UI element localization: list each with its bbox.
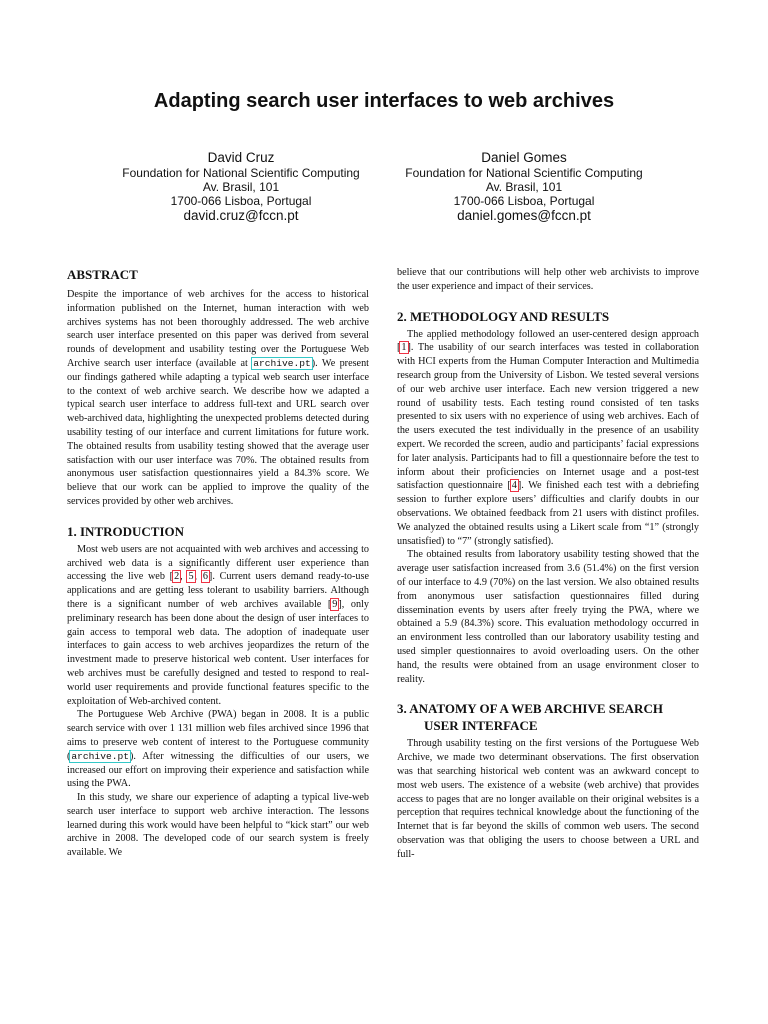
intro-text: Most web users are not acquainted with web archives and accessing to archived web data is a significantly different user experience than accessing the live web — [67, 543, 369, 583]
methodology-paragraph-2: The obtained results from laboratory usability testing showed that the average user satisfaction increased from 3.6 (51.4%) on the first version of our interface to 4.9 (70%) on the last version. We also obtained results from anonymous user satisfaction questionnaires filled during dissemination events by users after freely trying the PWA, where we obtained a 5.9 (84.3%) score. This evaluation methodology occurred in an environment less controlled than our laboratory usability testing and used simpler questionnaires to avoid overloading users. On the other hand, the results were obtained from an usage environment closer to reality. — [397, 549, 699, 685]
citation-link[interactable]: 9 — [332, 598, 338, 610]
archive-link[interactable]: archive.pt — [253, 357, 311, 369]
citation-link[interactable]: 1 — [401, 342, 407, 354]
intro-paragraph-3-continued: believe that our contributions will help other web archivists to improve the user experience and impact of their services. — [397, 267, 699, 292]
anatomy-paragraph-1: Through usability testing on the first versions of the Portuguese Web Archive, we made two determinant observations. The first observation was that searching historical web content was an awkward concept to most web users. The existence of a website (web archive) that provides access to pages that are no longer available on their original websites is a perception that requires technical knowledge about the functioning of the Internet that is far beyond the skills of common web users. The second observation was that obliging the users to choose between a URL and full- — [397, 738, 699, 860]
citation-link[interactable]: 5 — [188, 571, 194, 583]
author-email: daniel.gomes@fccn.pt — [457, 208, 591, 223]
author-affiliation: Foundation for National Scientific Computing — [122, 166, 360, 180]
author-street: Av. Brasil, 101 — [202, 180, 280, 194]
citation-link[interactable]: 4 — [511, 480, 517, 492]
methodology-text: . We finished each test with a debriefing session to further explore users’ difficulties and clarify doubts in our observations. We obtained feedback from 21 users with distinct profiles. We analyzed the obtained results using a Likert scale from “1” (strongly unsatisfied) to “7” (strongly satisfied). — [397, 480, 699, 547]
author-name: David Cruz — [207, 150, 275, 165]
paper-title: Adapting search user interfaces to web archives — [153, 90, 615, 112]
archive-link[interactable]: archive.pt — [71, 750, 129, 762]
introduction-heading: 1. INTRODUCTION — [67, 523, 185, 539]
intro-paragraph-2 — [67, 708, 369, 791]
abstract-text-2: ). We present our findings gathered while adapting a typical web search user interface to the context of web archive search. We describe how we adapted a typical search user interface to address full-text and URL search over web-archived data, highlighting the unexpected problems detected during usability testing of our interface and current limitations for future work. The obtained results from usability testing showed that the average user satisfaction with our user interface was 70%. The obtained results from anonymous user satisfaction questionnaires yield a 84.3% score. We believe that our work can be applied to improve the quality of the services provided by other web archives. — [67, 357, 370, 507]
author-affiliation: Foundation for National Scientific Computing — [405, 166, 643, 180]
intro-paragraph-3: In this study, we share our experience of adapting a typical live-web search user interface to support web archive interaction. The lessons learned during this work would have been helpful to “kick start” our web archive in 2008. The developed code of our search system is freely available. We — [67, 792, 369, 859]
methodology-text: . The usability of our search interfaces was tested in collaboration with HCI experts from the Human Computer Interaction and Multimedia research group from the University of Lisbon. We tested several versions of our web archive user interface. Each new version triggered a new round of usability tests. Each testing round consisted of ten tasks presented to six users with no experience of using web archives. Each of the users executed the test individually in the presence of an usability expert. We recorded the screen, audio and participants’ facial expressions for later analysis. Participants had to fill a questionnaire before the test to inform about their proficiencies on Internet usage and a post-test satisfaction questionnaire — [397, 342, 699, 492]
author-city: 1700-066 Lisboa, Portugal — [170, 194, 312, 208]
author-street: Av. Brasil, 101 — [485, 180, 563, 194]
intro-text: , only preliminary research has been done about the design of user interfaces to gain access to temporal web data. The adoption of inadequate user interfaces to gain access to web archives jeopardizes the return of the investment made to preserve historical web content. User interfaces for web archives must be carefully designed and tested to respond to real-world user requirements and provide functional features specific to the exploitation of Web-archived content. — [67, 598, 369, 707]
methodology-paragraph-1: The applied methodology followed an user-centered design approach [1]. The usability of our search interfaces was tested in collaboration with HCI experts from the Human Computer Interaction and Multimedia research group from the University of Lisbon. We tested several versions of our web archive user interface. Each new version triggered a new round of usability tests. Each testing round consisted of ten tasks presented to six users with no experience of using web archives. Each of the users executed the test individually in the presence of an usability expert. We recorded the screen, audio and participants’ facial expressions for later analysis. Participants had to fill a questionnaire before the test to inform about their proficiencies on Internet usage and a post-test satisfaction questionnaire [4]. We finished each test with a debriefing session to further explore users’ difficulties and clarify doubts in our observations. We obtained feedback from 21 users with distinct profiles. We analyzed the obtained results using a Likert scale from “1” (strongly unsatisfied) to “7” (strongly satisfied). — [397, 328, 699, 547]
anatomy-heading: 3. ANATOMY OF A WEB ARCHIVE SEARCH USER INTERFACE — [397, 701, 663, 734]
right-column — [397, 266, 699, 861]
author-name: Daniel Gomes — [481, 150, 567, 165]
intro-text: . Current users demand ready-to-use applications and are getting less tolerant to usability barriers. Although there is a significant number of web archives available — [67, 571, 370, 610]
author-city: 1700-066 Lisboa, Portugal — [453, 194, 595, 208]
methodology-heading: 2. METHODOLOGY AND RESULTS — [397, 308, 610, 324]
intro-paragraph-1: Most web users are not acquainted with web archives and accessing to archived web data is a significantly different user experience than accessing the live web [2, 5, 6]. Current users demand ready-to-use applications and are getting less tolerant to usability barriers. Although there is a significant number of web archives available [9], only preliminary research has been done about the design of user interfaces to gain access to temporal web data. The adoption of inadequate user interfaces to gain access to web archives jeopardizes the return of the investment made to preserve historical web content. User interfaces for web archives must be carefully designed and tested to respond to real-world user requirements and provide functional features specific to the exploitation of Web-archived content. — [67, 543, 370, 707]
citation-link[interactable]: 6 — [202, 571, 208, 583]
citation-link[interactable]: 2 — [174, 571, 180, 583]
abstract-heading: ABSTRACT — [67, 267, 138, 282]
author-block — [91, 150, 391, 224]
left-column — [67, 266, 369, 860]
author-email: david.cruz@fccn.pt — [183, 208, 299, 223]
abstract-paragraph — [67, 288, 369, 509]
author-block — [374, 150, 674, 224]
methodology-text: The applied methodology followed an user-centered design approach — [407, 328, 699, 340]
abstract-text-1: Despite the importance of web archives for the access to historical information published on the Internet, human interaction with web archives systems has not been thoroughly addressed. The web archive search user interface presented on this paper was derived from several rounds of development and usability testing over the Portuguese Web Archive search user interface (available at — [67, 289, 369, 369]
intro-text: ). After witnessing the difficulties of our users, we increased our effort on improving their experience and satisfaction while using the PWA. — [67, 750, 369, 790]
intro-text: The Portuguese Web Archive (PWA) began in 2008. It is a public search service with over 1 131 million web files archived since 1996 that aims to preserve web content of interest to the Portuguese community ( — [67, 709, 369, 762]
